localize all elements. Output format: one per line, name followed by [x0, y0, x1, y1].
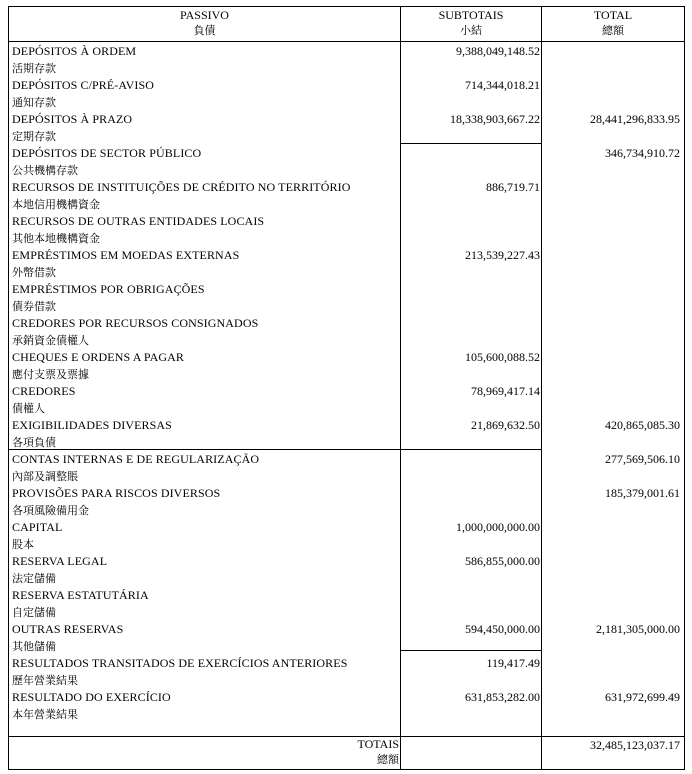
subtotal-value: 105,600,088.52	[465, 350, 540, 364]
account-name: DEPÓSITOS À ORDEM	[12, 44, 137, 58]
total-value: 420,865,085.30	[605, 418, 680, 432]
account-name-zh: 活期存款	[12, 62, 56, 75]
table-row	[9, 383, 684, 417]
subtotal-value: 594,450,000.00	[465, 622, 540, 636]
table-row	[9, 213, 684, 247]
account-name: RESULTADO DO EXERCÍCIO	[12, 690, 171, 704]
header-rule	[9, 41, 684, 42]
header-subtotais	[401, 7, 541, 42]
total-value: 277,569,506.10	[605, 452, 680, 466]
table-row	[9, 349, 684, 383]
table-row	[9, 451, 684, 485]
account-name-zh: 自定儲備	[12, 606, 56, 619]
subtotal-value: 886,719.71	[486, 180, 540, 194]
account-name: RESERVA ESTATUTÁRIA	[12, 588, 149, 602]
header-subtotais-label-zh: 小結	[460, 24, 482, 37]
total-value: 631,972,699.49	[605, 690, 680, 704]
subtotal-value: 9,388,049,148.52	[456, 44, 540, 58]
table-row	[9, 655, 684, 689]
table-row	[9, 247, 684, 281]
account-name: EXIGIBILIDADES DIVERSAS	[12, 418, 172, 432]
account-name-zh: 其他本地機構資金	[12, 232, 100, 245]
table-row	[9, 621, 684, 655]
total-value: 185,379,001.61	[605, 486, 680, 500]
account-name-zh: 應付支票及票據	[12, 368, 89, 381]
total-value: 346,734,910.72	[605, 146, 680, 160]
account-name-zh: 承銷資金債權人	[12, 334, 89, 347]
subtotal-value: 18,338,903,667.22	[450, 112, 540, 126]
account-name: CAPITAL	[12, 520, 63, 534]
subtotal-value: 586,855,000.00	[465, 554, 540, 568]
header-passivo-label: PASSIVO	[180, 8, 229, 22]
balance-sheet-table	[8, 6, 685, 770]
account-name-zh: 歷年營業結果	[12, 674, 78, 687]
totais-text: TOTAIS	[357, 737, 399, 751]
table-row	[9, 689, 684, 723]
table-row	[9, 485, 684, 519]
table-row	[9, 43, 684, 77]
account-name-zh: 本地信用機構資金	[12, 198, 100, 211]
account-name: CHEQUES E ORDENS A PAGAR	[12, 350, 184, 364]
table-row	[9, 77, 684, 111]
total-value: 2,181,305,000.00	[596, 622, 680, 636]
account-name-zh: 本年營業結果	[12, 708, 78, 721]
table-row	[9, 417, 684, 451]
account-name: RECURSOS DE OUTRAS ENTIDADES LOCAIS	[12, 214, 265, 228]
account-name: DEPÓSITOS À PRAZO	[12, 112, 133, 126]
table-row	[9, 553, 684, 587]
header-total	[542, 7, 684, 42]
account-name: EMPRÉSTIMOS EM MOEDAS EXTERNAS	[12, 248, 240, 262]
account-name: CREDORES POR RECURSOS CONSIGNADOS	[12, 316, 259, 330]
footer-rule	[9, 736, 684, 737]
table-row	[9, 111, 684, 145]
table-row	[9, 281, 684, 315]
account-name-zh: 定期存款	[12, 130, 56, 143]
header-total-label: TOTAL	[593, 8, 633, 22]
account-name-zh: 債券借款	[12, 300, 56, 313]
account-name-zh: 外幣借款	[12, 266, 56, 279]
account-name-zh: 其他儲備	[12, 640, 56, 653]
account-name-zh: 股本	[12, 538, 34, 551]
header-subtotais-label: SUBTOTAIS	[438, 8, 504, 22]
table-row	[9, 315, 684, 349]
account-name: OUTRAS RESERVAS	[12, 622, 124, 636]
subtotal-value: 631,853,282.00	[465, 690, 540, 704]
account-name: RESERVA LEGAL	[12, 554, 108, 568]
subtotal-value: 119,417.49	[486, 656, 540, 670]
account-name: RESULTADOS TRANSITADOS DE EXERCÍCIOS ANTERIORES	[12, 656, 348, 670]
grand-total-value: 32,485,123,037.17	[590, 738, 680, 752]
account-name-zh: 債權人	[12, 402, 45, 415]
total-value: 28,441,296,833.95	[590, 112, 680, 126]
subtotal-value: 78,969,417.14	[471, 384, 540, 398]
subtotal-value: 21,869,632.50	[471, 418, 540, 432]
account-name-zh: 各項負債	[12, 436, 56, 449]
table-row	[9, 519, 684, 553]
account-name-zh: 法定儲備	[12, 572, 56, 585]
subtotal-value: 1,000,000,000.00	[456, 520, 540, 534]
header-total-label-zh: 總額	[602, 24, 624, 37]
account-name-zh: 各項風險備用金	[12, 504, 89, 517]
header-passivo-label-zh: 負債	[193, 24, 216, 37]
account-name: CONTAS INTERNAS E DE REGULARIZAÇÃO	[12, 452, 260, 466]
table-row	[9, 587, 684, 621]
account-name-zh: 公共機構存款	[12, 164, 78, 177]
account-name-zh: 內部及調整賬	[12, 470, 78, 483]
totais-label	[358, 737, 399, 767]
subtotal-value: 714,344,018.21	[465, 78, 540, 92]
subtotal-value: 213,539,227.43	[465, 248, 540, 262]
account-name: RECURSOS DE INSTITUIÇÕES DE CRÉDITO NO TERRITÓRIO	[12, 180, 351, 194]
account-name: CREDORES	[12, 384, 76, 398]
account-name-zh: 通知存款	[12, 96, 56, 109]
account-name: DEPÓSITOS DE SECTOR PÚBLICO	[12, 146, 202, 160]
account-name: EMPRÉSTIMOS POR OBRIGAÇÕES	[12, 282, 205, 296]
table-row	[9, 179, 684, 213]
account-name: DEPÓSITOS C/PRÉ-AVISO	[12, 78, 155, 92]
header-passivo	[9, 7, 400, 42]
table-row	[9, 145, 684, 179]
totais-text-zh: 總額	[377, 753, 399, 766]
account-name: PROVISÕES PARA RISCOS DIVERSOS	[12, 486, 221, 500]
